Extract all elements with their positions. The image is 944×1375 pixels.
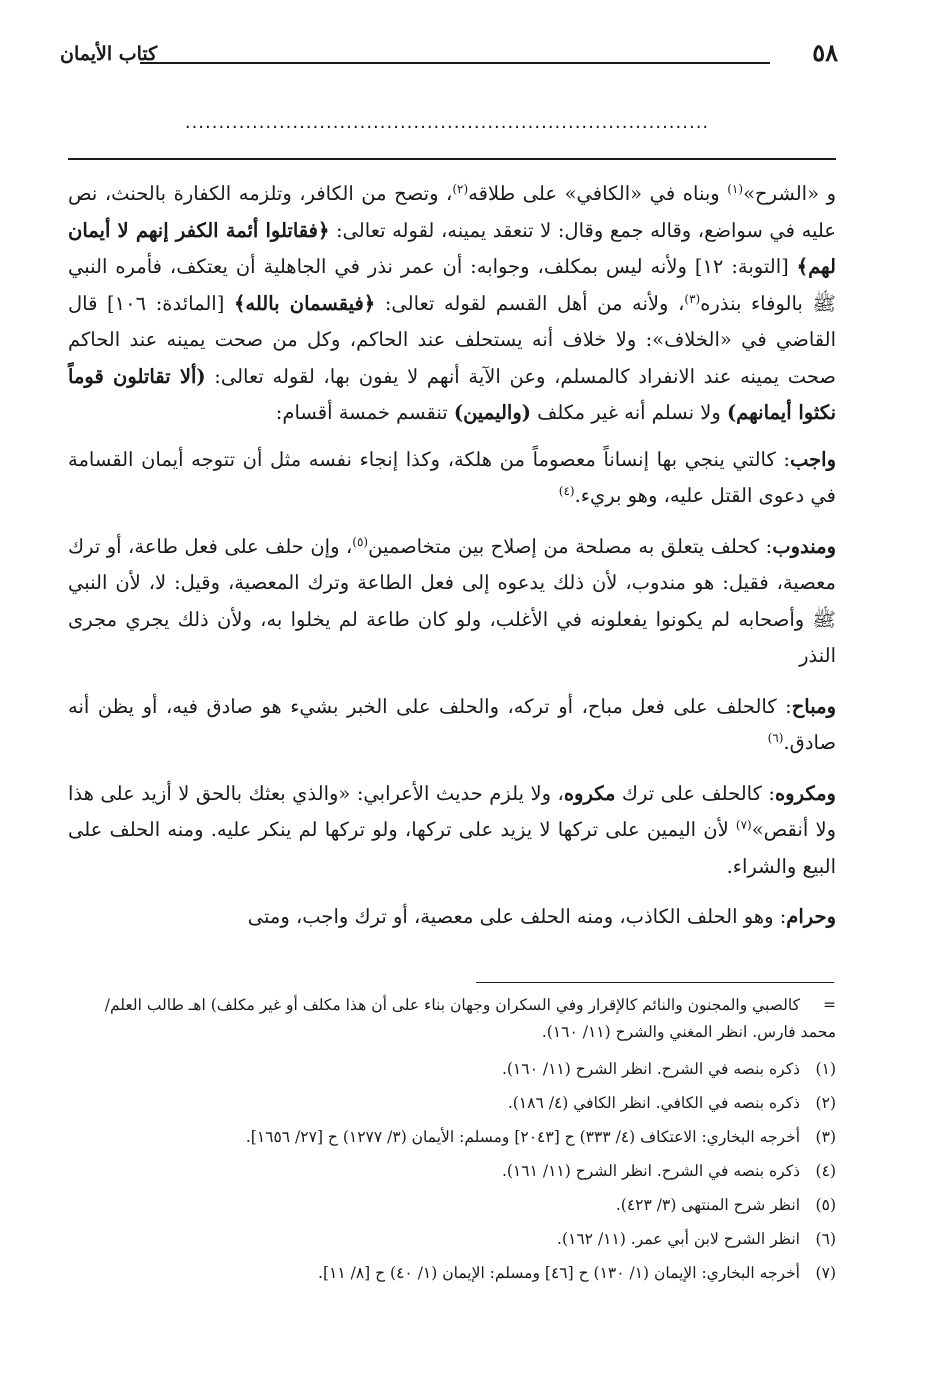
running-title: كتاب الأيمان <box>60 43 158 65</box>
term-mubah: ومباح <box>791 694 836 718</box>
p1-text-d: [التوبة: ١٢] ولأنه ليس بمكلف، وجوابه: أن عمر نذر في الجاهلية أن يعتكف، فأمره النبي ﷺ بالوفاء بنذره <box>68 255 836 315</box>
term-makruh: ومكروه <box>774 781 836 805</box>
p1-text-c: ، وتصح من الكافر، وتلزمه الكفارة بالحنث، نص عليه في سواضع، وقاله جمع وقال: لا تنعقد يمينه، لقوله تعالى: <box>68 182 836 242</box>
term-haram: وحرام <box>786 905 836 928</box>
footnote-continuation <box>80 992 836 1046</box>
continuation-text: كالصبي والمجنون والنائم كالإقرار وفي السكران وجهان بناء على أن هذا مكلف أو غير مكلف) اهـ طالب العلم/محمد فارس. انظر المغني والشرح (١١/ ١٦٠). <box>104 996 836 1041</box>
p2-text: : كالتي ينجي بها إنساناً معصوماً من هلكة، وكذا إنجاء نفسه مثل أن تتوجه أيمان القسامة في دعوى القتل عليه، وهو بريء. <box>68 447 836 507</box>
continuation-mark: = <box>823 996 836 1014</box>
quran-quote-3: (ألا تقاتلون قوماً نكثوا أيمانهم) <box>68 364 836 424</box>
p1-text-g: ولا نسلم أنه غير مكلف <box>530 401 727 424</box>
header-rule <box>140 62 770 64</box>
footnote-ref-2: (٢) <box>452 182 469 196</box>
footnote-number: (٦) <box>815 1230 836 1248</box>
p1-text-f: [المائدة: ١٠٦] قال القاضي في «الخلاف»: ولا خلاف أنه يستحلف عند الحاكم، وكل من صحت يمينه عند الحاكم صحت يمينه عند الانفراد كالمسلم، وعن الآية أنهم لا يفون بها، لقوله تعالى: <box>68 291 836 388</box>
term-makruh-2: مكروه <box>563 781 616 805</box>
paragraph-haram <box>68 899 836 936</box>
term-wajib: واجب <box>789 447 836 471</box>
paragraph-makruh <box>68 776 836 886</box>
p1-text-b: وبناه في «الكافي» على طلاقه <box>468 182 728 205</box>
paragraph-mubah <box>68 689 836 762</box>
matn-term-yamin: (واليمين) <box>453 401 531 424</box>
p3-text-b: ، وإن حلف على فعل طاعة، أو ترك معصية، فقيل: هو مندوب، لأن ذلك يدعوه إلى فعل الطاعة وترك المعصية، وقيل: لا، لأن النبي ﷺ وأصحابه لم يكونوا يفعلونه في الأغلب، ولو كان طاعة لم يخلوا به، ولأن ذلك يجري مجرى النذر <box>68 534 836 667</box>
paragraph-mandub <box>68 529 836 675</box>
footnote-number: (١) <box>815 1060 836 1078</box>
p1-text-e: ، ولأنه من أهل القسم لقوله تعالى: <box>375 291 685 315</box>
footnote-text: أخرجه البخاري: الاعتكاف (٤/ ٣٣٣) ح [٢٠٤٣] ومسلم: الأيمان (٣/ ١٢٧٧) ح [٢٧/ ١٦٥٦]. <box>245 1128 800 1146</box>
main-text <box>68 176 836 950</box>
p4-text: : كالحلف على فعل مباح، أو تركه، والحلف على الخبر بشيء هو صادق فيه، أو يظن أنه صادق. <box>68 694 836 754</box>
footnotes <box>80 992 836 1290</box>
footnote-2 <box>80 1086 836 1120</box>
footnote-1 <box>80 1052 836 1086</box>
p5-text-c: لأن اليمين على تركها لا يزيد على تركها، ولو تركها لم ينكر عليه. ومنه الحلف على البيع والشراء. <box>68 818 836 878</box>
p1-text-h: تنقسم خمسة أقسام: <box>275 401 454 424</box>
footnote-number: (٥) <box>815 1196 836 1214</box>
footnote-ref-6: (٦) <box>767 731 784 745</box>
footnote-ref-5: (٥) <box>352 534 369 549</box>
p5-text-a: : كالحلف على ترك <box>615 781 775 805</box>
paragraph-wajib <box>68 442 836 515</box>
footnote-rule <box>476 982 834 983</box>
footnote-text: انظر الشرح لابن أبي عمر. (١١/ ١٦٢). <box>557 1230 800 1248</box>
footnote-number: (٣) <box>815 1128 836 1146</box>
text-top-rule <box>68 158 836 160</box>
footnote-text: أخرجه البخاري: الإيمان (١/ ١٣٠) ح [٤٦] ومسلم: الإيمان (١/ ٤٠) ح [٨/ ١١]. <box>318 1264 800 1282</box>
quran-quote-2: ﴿فيقسمان بالله﴾ <box>233 291 376 315</box>
p5-text-b: ، ولا يلزم حديث الأعرابي: «والذي بعثك بالحق لا أزيد على هذا ولا أنقص» <box>68 781 836 841</box>
footnote-4 <box>80 1154 836 1188</box>
footnote-ref-3: (٣) <box>684 291 701 306</box>
term-mandub: ومندوب <box>772 534 837 558</box>
footnote-ref-4: (٤) <box>558 484 575 498</box>
footnote-7 <box>80 1256 836 1290</box>
footnote-text: انظر شرح المنتهى (٣/ ٤٢٣). <box>615 1196 800 1214</box>
footnote-ref-1: (١) <box>727 182 744 196</box>
footnote-text: ذكره بنصه في الشرح. انظر الشرح (١١/ ١٦١). <box>501 1162 800 1180</box>
footnote-number: (٢) <box>815 1094 836 1112</box>
footnote-text: ذكره بنصه في الشرح. انظر الشرح (١١/ ١٦٠). <box>501 1060 800 1078</box>
quran-quote-1: ﴿فقاتلوا أئمة الكفر إنهم لا أيمان لهم﴾ <box>68 218 836 278</box>
footnote-5 <box>80 1188 836 1222</box>
footnote-text: ذكره بنصه في الكافي. انظر الكافي (٤/ ١٨٦). <box>507 1094 800 1112</box>
footnote-number: (٧) <box>815 1264 836 1282</box>
footnote-3 <box>80 1120 836 1154</box>
paragraph-1 <box>68 176 836 432</box>
page-header <box>60 38 838 72</box>
p1-text-a: و «الشرح» <box>743 182 837 205</box>
p6-text: : وهو الحلف الكاذب، ومنه الحلف على معصية، أو ترك واجب، ومتى <box>247 905 787 928</box>
dotted-separator: .............................................................................. <box>184 112 710 133</box>
page-number: ٥٨ <box>812 38 838 67</box>
footnote-number: (٤) <box>815 1162 836 1180</box>
footnote-6 <box>80 1222 836 1256</box>
p3-text-a: : كحلف يتعلق به مصلحة من إصلاح بين متخاصمين <box>368 534 773 558</box>
footnote-ref-7: (٧) <box>735 818 752 832</box>
